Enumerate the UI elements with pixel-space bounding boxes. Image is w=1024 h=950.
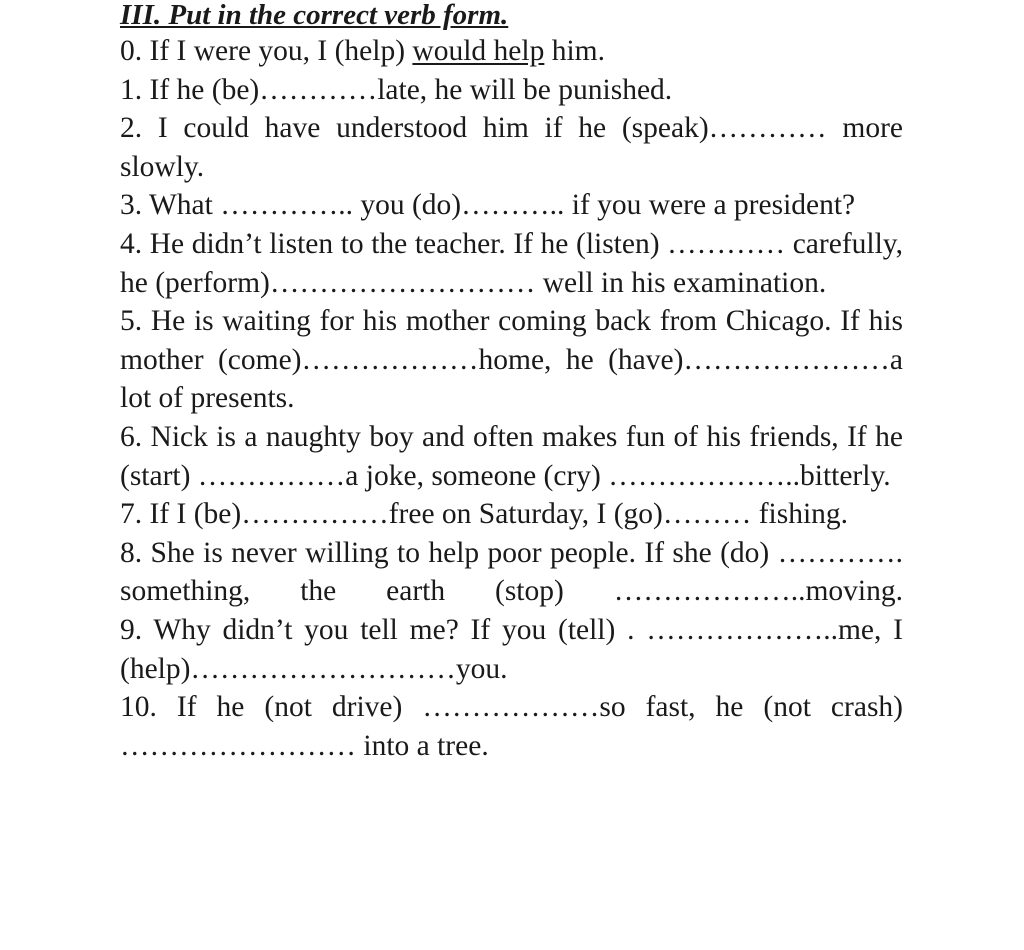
question-2: 2. I could have understood him if he (speak)………… more slowly. — [120, 112, 903, 183]
question-9: 9. Why didn’t you tell me? If you (tell) . ………………..me, I (help)………………………you. — [120, 613, 903, 685]
example-suffix: him. — [544, 35, 605, 67]
question-5: 5. He is waiting for his mother coming back from Chicago. If his mother (come)………………home, he (have)…………………a lot of presents. — [120, 305, 903, 415]
example-prefix: 0. If I were you, I (help) — [120, 35, 413, 67]
question-6: 6. Nick is a naughty boy and often makes fun of his friends, If he (start) ……………a joke, someone (cry) ………………..bitterly. — [120, 420, 903, 492]
question-10: 10. If he (not drive) ………………so fast, he (not crash) …………………… into a tree. — [120, 691, 903, 762]
question-3: 3. What ………….. you (do)……….. if you were a president? — [120, 189, 856, 222]
worksheet — [120, 0, 903, 765]
example-answer: would help — [412, 35, 545, 67]
question-7: 7. If I (be)……………free on Saturday, I (go)……… fishing. — [120, 498, 849, 531]
question-8: 8. She is never willing to help poor people. If she (do) …………. something, the earth (stop) ………………..moving. — [120, 536, 903, 608]
question-1: 1. If he (be)…………late, he will be punished. — [120, 73, 673, 106]
question-4: 4. He didn’t listen to the teacher. If he (listen) ………… carefully, he (perform)……………………… well in his examination. — [120, 227, 903, 299]
section-title: III. Put in the correct verb form. — [120, 0, 509, 31]
example-sentence — [120, 32, 903, 71]
